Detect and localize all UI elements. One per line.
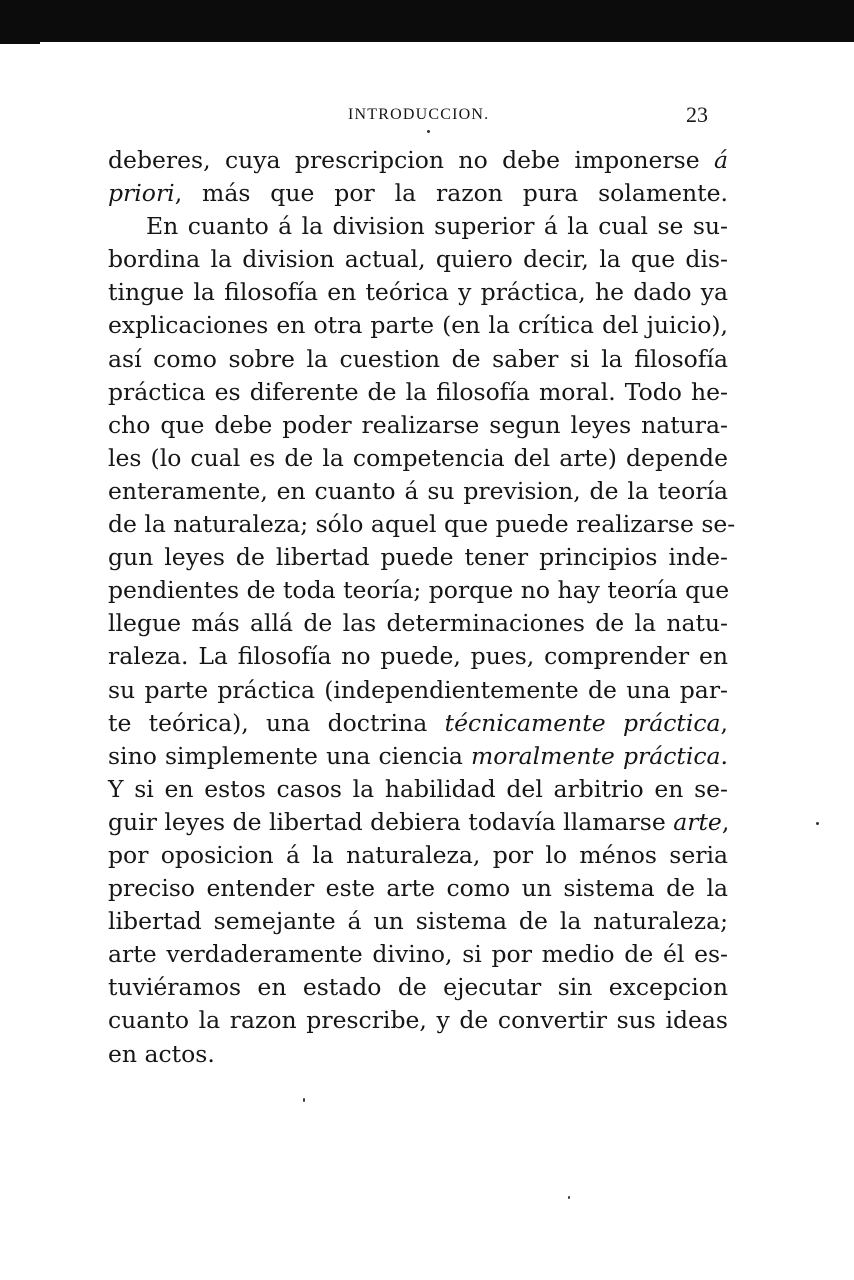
text-segment: cho que debe poder realizarse segun leyes natura- (108, 410, 728, 439)
text-line (108, 508, 736, 541)
text-segment: pendientes de toda teoría; porque no hay teoría que (108, 576, 730, 605)
text-segment: explicaciones en otra parte (en la crítica del juicio), (108, 311, 728, 340)
text-segment: su parte práctica (independientemente de una par- (108, 675, 728, 704)
text-line (108, 475, 728, 508)
scan-speck (568, 1196, 570, 1199)
running-title: INTRODUCCION. (348, 106, 490, 123)
text-line (108, 872, 728, 905)
text-line (108, 971, 728, 1004)
text-segment: libertad semejante á un sistema de la naturaleza; (108, 907, 728, 936)
text-line (108, 740, 728, 773)
text-segment: En cuanto á la division superior á la cual se su- (146, 212, 728, 241)
text-segment: . (720, 741, 729, 770)
text-segment: , (721, 807, 730, 836)
text-line (108, 376, 728, 409)
text-line (108, 938, 728, 971)
text-line (108, 806, 728, 839)
text-line (108, 574, 728, 607)
scan-edge-bar (0, 0, 854, 42)
text-line (108, 177, 728, 210)
text-segment: raleza. La filosofía no puede, pues, comprender en (108, 642, 728, 671)
text-segment: llegue más allá de las determinaciones de la natu- (108, 609, 728, 638)
text-line (108, 1038, 728, 1071)
text-segment: , (720, 708, 729, 737)
text-line (108, 707, 728, 740)
text-line (108, 442, 728, 475)
text-line (108, 773, 728, 806)
text-segment: cuanto la razon prescribe, y de convertir sus ideas (108, 1006, 728, 1035)
text-segment: guir leyes de libertad debiera todavía llamarse (108, 807, 674, 836)
text-line (108, 276, 728, 309)
text-segment: , más que por la razon pura solamente. (174, 179, 728, 208)
text-segment: por oposicion á la naturaleza, por lo ménos seria (108, 840, 728, 869)
text-segment: enteramente, en cuanto á su prevision, de la teoría (108, 476, 728, 505)
text-line (108, 409, 728, 442)
text-line (108, 144, 728, 177)
text-segment: bordina la division actual, quiero decir, la que dis- (108, 245, 728, 274)
text-segment: práctica es diferente de la filosofía moral. Todo he- (108, 377, 728, 406)
italic-text: técnicamente práctica (444, 708, 721, 737)
italic-text: moralmente práctica (470, 741, 721, 770)
text-segment: deberes, cuya prescripcion no debe imponerse (108, 146, 714, 174)
running-head (108, 104, 708, 128)
scan-speck (303, 1098, 305, 1102)
text-line (108, 541, 728, 574)
text-line (108, 343, 728, 376)
text-segment: Y si en estos casos la habilidad del arbitrio en se- (108, 774, 728, 803)
scan-speck (427, 130, 430, 133)
text-line (108, 243, 728, 276)
text-segment: de la naturaleza; sólo aquel que puede realizarse se- (108, 510, 736, 539)
text-segment: te teórica), una doctrina (108, 708, 445, 737)
text-line (108, 607, 728, 640)
text-segment: tuviéramos en estado de ejecutar sin excepcion (108, 973, 728, 1002)
text-line (108, 640, 728, 673)
text-line (108, 839, 728, 872)
text-segment: así como sobre la cuestion de saber si la filosofía (108, 344, 728, 373)
italic-text: á (713, 146, 728, 174)
text-segment: tingue la filosofía en teórica y práctica, he dado ya (108, 278, 728, 307)
text-segment: preciso entender este arte como un sistema de la (108, 874, 728, 903)
text-segment: en actos. (108, 1039, 215, 1068)
italic-text: priori (108, 179, 175, 208)
scan-speck (816, 822, 819, 825)
page-number: 23 (686, 102, 708, 127)
text-segment: gun leyes de libertad puede tener principios inde- (108, 543, 728, 572)
text-line (108, 674, 728, 707)
body-text (108, 144, 736, 1071)
text-line (108, 309, 728, 342)
text-line (108, 1004, 728, 1037)
scan-edge-notch (0, 38, 40, 44)
text-line (108, 905, 728, 938)
italic-text: arte (673, 807, 722, 836)
text-segment: sino simplemente una ciencia (108, 741, 471, 770)
text-segment: arte verdaderamente divino, si por medio de él es- (108, 940, 728, 969)
text-line (108, 210, 728, 243)
text-segment: les (lo cual es de la competencia del arte) depende (108, 443, 728, 472)
